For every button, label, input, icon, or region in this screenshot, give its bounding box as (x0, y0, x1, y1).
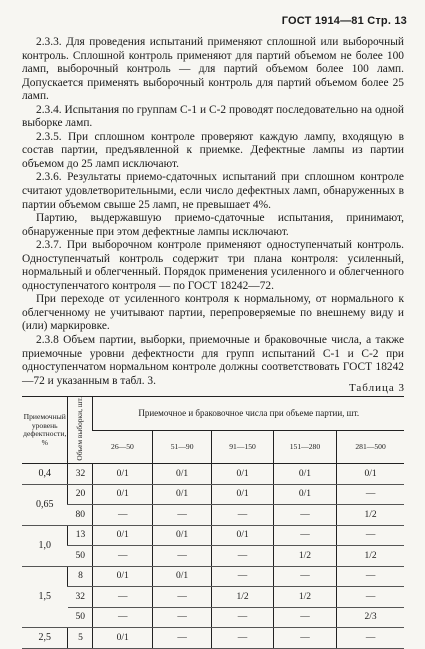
paragraph: 2.3.8 Объем партии, выборки, приемочные и браковочные числа, а также приемочные уровни дефектности для групп испытаний С-1 и С-2 при одноступенчатом нормальном контроле должны соответствовать ГОСТ 18242—72 и указанным в табл. 3. (22, 334, 404, 387)
col-header-sample (68, 397, 93, 464)
paragraph: 2.3.5. При сплошном контроле проверяют каждую лампу, входящую в состав партии, предъявленной к приемке. Дефектные лампы из партии объемом до 25 ламп исключают. (22, 130, 404, 170)
table-row (22, 505, 404, 526)
acceptance-cell: — (93, 607, 152, 628)
acceptance-cell: 0/1 (152, 525, 211, 546)
acceptance-cell: — (337, 484, 404, 505)
acceptance-cell: — (152, 628, 211, 649)
table-row (22, 484, 404, 505)
level-cell: 0,4 (22, 464, 68, 485)
acceptance-cell: 0/1 (152, 484, 211, 505)
page-header: ГОСТ 1914—81 Стр. 13 (281, 15, 407, 27)
sample-size-cell: 5 (68, 628, 93, 649)
sample-size-cell: 13 (68, 525, 93, 546)
acceptance-cell: — (273, 628, 336, 649)
acceptance-cell: — (273, 566, 336, 587)
acceptance-cell: 1/2 (273, 587, 336, 608)
paragraph: 2.3.3. Для проведения испытаний применяют сплошной или выборочный контроль. Сплошной контроль применяют для партий объемом не более 100 ламп, выборочный контроль — для партий объемом более 100 ламп. Допускается применять выборочный контроль для партий объемом более 25 ламп. (22, 36, 404, 103)
acceptance-cell: — (212, 628, 273, 649)
acceptance-cell: — (93, 587, 152, 608)
lot-header: 281—500 (337, 430, 404, 464)
acceptance-cell: 0/1 (152, 464, 211, 485)
acceptance-cell: — (93, 505, 152, 526)
paragraph: Партию, выдержавшую приемо-сдаточные испытания, принимают, обнаруженные при этом дефектные лампы исключают. (22, 212, 404, 238)
acceptance-cell: 1/2 (337, 505, 404, 526)
acceptance-cell: 1/2 (273, 546, 336, 567)
lot-header: 26—50 (93, 430, 152, 464)
acceptance-cell: 0/1 (93, 628, 152, 649)
acceptance-cell: 2/3 (337, 607, 404, 628)
acceptance-cell: 0/1 (273, 464, 336, 485)
acceptance-cell: — (212, 505, 273, 526)
col-header-level: Приемочный уровень дефектности, % (22, 397, 68, 464)
sample-size-cell: 50 (68, 607, 93, 628)
table-row (22, 587, 404, 608)
acceptance-table (22, 396, 404, 649)
acceptance-cell: — (337, 525, 404, 546)
lot-header: 91—150 (212, 430, 273, 464)
acceptance-cell: — (273, 607, 336, 628)
acceptance-cell: 0/1 (93, 525, 152, 546)
acceptance-cell: 0/1 (212, 464, 273, 485)
acceptance-cell: — (212, 546, 273, 567)
acceptance-cell: 0/1 (93, 464, 152, 485)
level-cell: 2,5 (22, 628, 68, 649)
sample-size-cell: 32 (68, 587, 93, 608)
acceptance-cell: 0/1 (93, 566, 152, 587)
acceptance-cell: — (152, 546, 211, 567)
table-row (22, 464, 404, 485)
acceptance-cell: — (152, 587, 211, 608)
table-row (22, 607, 404, 628)
acceptance-cell: 0/1 (273, 484, 336, 505)
sample-size-cell: 32 (68, 464, 93, 485)
level-cell: 1,0 (22, 525, 68, 566)
table-body (22, 464, 404, 649)
table-row (22, 546, 404, 567)
col-header-lots: Приемочное и браковочное числа при объеме партии, шт. (93, 397, 404, 431)
paragraph: При переходе от усиленного контроля к нормальному, от нормального к облегченному не учитывают партии, перепроверяемые по внешнему виду и (или) маркировке. (22, 293, 404, 333)
sample-size-cell: 20 (68, 484, 93, 505)
table-caption: Таблица 3 (348, 382, 405, 394)
paragraph: 2.3.4. Испытания по группам С-1 и С-2 проводят последовательно на одной выборке ламп. (22, 103, 404, 130)
acceptance-cell: 0/1 (93, 484, 152, 505)
table-row (22, 628, 404, 649)
acceptance-cell: 0/1 (212, 484, 273, 505)
acceptance-cell: — (152, 505, 211, 526)
paragraph: 2.3.6. Результаты приемо-сдаточных испытаний при сплошном контроле считают удовлетворительными, если число дефектных ламп, обнаруженных в партии объемом свыше 25 ламп, не превышает 4%. (22, 171, 404, 211)
body-text (22, 36, 404, 388)
sample-size-cell: 8 (68, 566, 93, 587)
acceptance-cell: — (93, 546, 152, 567)
paragraph: 2.3.7. При выборочном контроле применяют одноступенчатый контроль. Одноступенчатый контроль содержит три плана контроля: усиленный, нормальный и облегченный. Порядок применения усиленного и облегченного одноступенчатого контроля — по ГОСТ 18242—72. (22, 239, 404, 292)
lot-header: 51—90 (152, 430, 211, 464)
sample-size-cell: 80 (68, 505, 93, 526)
table-row (22, 566, 404, 587)
acceptance-cell: — (337, 628, 404, 649)
acceptance-cell: — (337, 587, 404, 608)
acceptance-cell: 0/1 (152, 566, 211, 587)
acceptance-cell: 1/2 (337, 546, 404, 567)
sample-size-cell: 50 (68, 546, 93, 567)
acceptance-cell: — (273, 525, 336, 546)
acceptance-cell: — (273, 505, 336, 526)
acceptance-cell: 0/1 (337, 464, 404, 485)
level-cell: 0,65 (22, 484, 68, 525)
acceptance-cell: — (212, 607, 273, 628)
acceptance-cell: — (337, 566, 404, 587)
acceptance-cell: 1/2 (212, 587, 273, 608)
table-row (22, 525, 404, 546)
lot-header: 151—280 (273, 430, 336, 464)
acceptance-cell: — (212, 566, 273, 587)
acceptance-cell: 0/1 (212, 525, 273, 546)
level-cell: 1,5 (22, 566, 68, 628)
acceptance-cell: — (152, 607, 211, 628)
col-header-sample-text: Объем выборки, шт. (75, 397, 85, 461)
